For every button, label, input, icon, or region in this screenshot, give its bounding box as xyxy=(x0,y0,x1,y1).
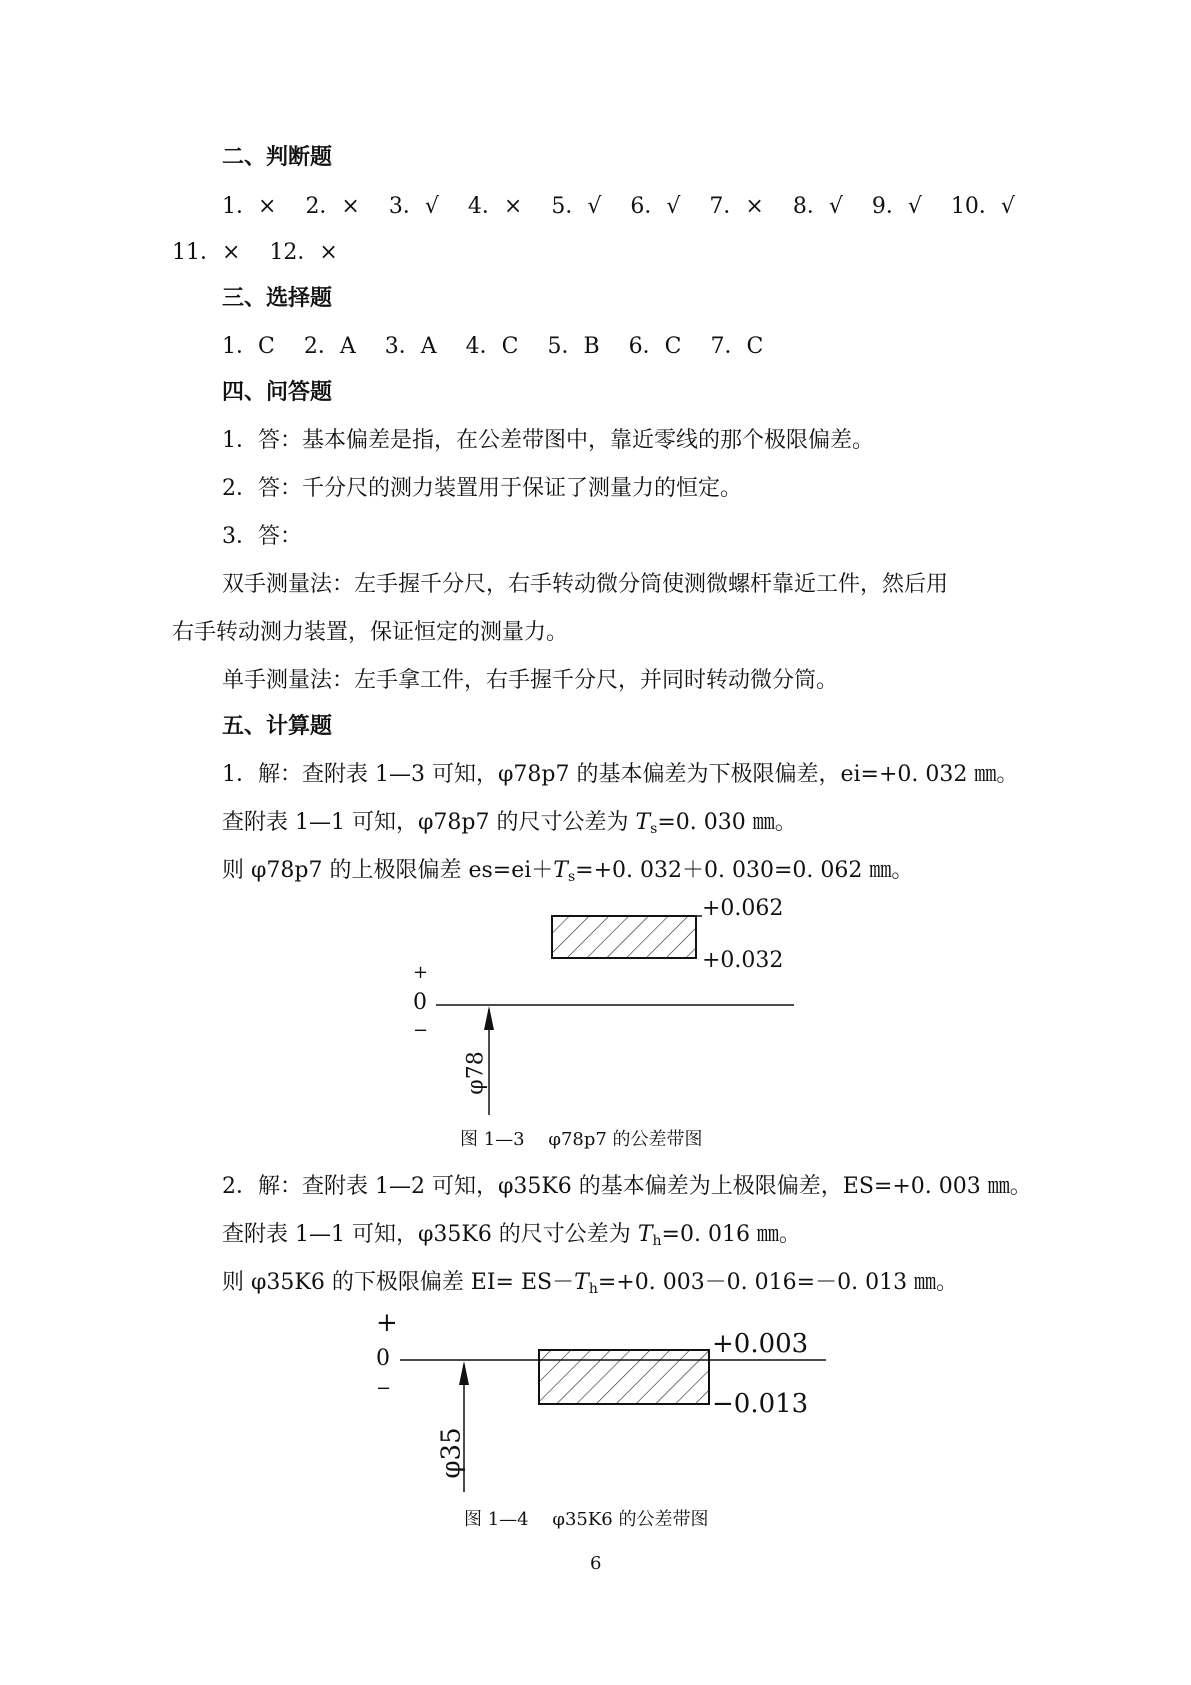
plus-sign: + xyxy=(376,1308,398,1338)
lower-deviation-label: +0.032 xyxy=(702,948,784,973)
figure-1-3-caption: 图 1—3 φ78p7 的公差带图 xyxy=(460,1129,703,1150)
calc2-line-3-text: 则 φ35K6 的下极限偏差 EI= ES－ xyxy=(222,1270,575,1295)
judge-answer: 8．√ xyxy=(792,194,843,219)
calc2-line-3-value: =+0. 003－0. 016=－0. 013 ㎜。 xyxy=(597,1270,959,1295)
tolerance-symbol: T xyxy=(635,810,651,835)
tolerance-subscript: h xyxy=(588,1281,598,1297)
choice-answer: 4．C xyxy=(465,334,519,359)
zero-label: 0 xyxy=(413,990,427,1015)
judge-answer: 10．√ xyxy=(950,194,1015,219)
calc1-line-3-text: 则 φ78p7 的上极限偏差 es=ei＋ xyxy=(222,858,554,883)
lower-deviation-label: −0.013 xyxy=(712,1389,809,1419)
tolerance-subscript: s xyxy=(650,821,658,837)
page-number: 6 xyxy=(590,1553,602,1574)
minus-sign: − xyxy=(413,1020,429,1041)
calc1-line-2-text: 查附表 1—1 可知，φ78p7 的尺寸公差为 xyxy=(222,810,636,835)
judge-answer: 2．× xyxy=(305,194,360,219)
qa-one-hand-method: 单手测量法：左手拿工件，右手握千分尺，并同时转动微分筒。 xyxy=(222,668,839,693)
judge-answer: 11．× xyxy=(172,240,241,265)
judge-answer: 9．√ xyxy=(871,194,922,219)
qa-answer-1: 1．答：基本偏差是指，在公差带图中，靠近零线的那个极限偏差。 xyxy=(222,428,874,453)
calc1-line-2-value: =0. 030 ㎜。 xyxy=(657,810,797,835)
judge-answer: 7．× xyxy=(709,194,764,219)
tolerance-zone-band xyxy=(552,916,696,958)
calc1-line-3-value: =+0. 032＋0. 030=0. 062 ㎜。 xyxy=(575,858,914,883)
choice-answer: 7．C xyxy=(710,334,764,359)
basic-size-arrowhead xyxy=(459,1361,469,1385)
judge-answer: 5．√ xyxy=(551,194,602,219)
plus-sign: + xyxy=(413,962,429,983)
basic-size-label: φ35 xyxy=(436,1427,467,1479)
tolerance-symbol: T xyxy=(553,858,568,883)
calc2-line-2-value: =0. 016 ㎜。 xyxy=(661,1222,801,1247)
judge-answer: 6．√ xyxy=(630,194,681,219)
calc1-line-1: 1．解：查附表 1—3 可知，φ78p7 的基本偏差为下极限偏差，ei=+0. 032 ㎜。 xyxy=(222,762,1019,787)
zero-label: 0 xyxy=(376,1346,390,1371)
judge-answer: 1．× xyxy=(222,194,277,219)
calc2-line-3 xyxy=(222,1268,958,1304)
qa-answer-2: 2．答：千分尺的测力装置用于保证了测量力的恒定。 xyxy=(222,476,742,501)
tolerance-subscript: s xyxy=(567,869,576,885)
qa-answer-3-label: 3．答： xyxy=(222,524,302,549)
upper-deviation-label: +0.062 xyxy=(702,896,784,921)
choice-answer: 3．A xyxy=(384,334,437,359)
tolerance-subscript: h xyxy=(652,1233,662,1249)
judge-answer: 4．× xyxy=(467,194,523,219)
tolerance-zone-band xyxy=(539,1350,709,1404)
choice-section-title: 三、选择题 xyxy=(222,286,333,311)
choice-answer: 5．B xyxy=(547,334,600,359)
qa-section-title: 四、问答题 xyxy=(222,380,333,405)
choice-answer: 2．A xyxy=(303,334,356,359)
calc2-line-2-text: 查附表 1—1 可知，φ35K6 的尺寸公差为 xyxy=(222,1222,638,1247)
basic-size-label: φ78 xyxy=(463,1051,489,1095)
minus-sign: − xyxy=(376,1378,392,1399)
calc-section-title: 五、计算题 xyxy=(222,714,333,739)
calc2-line-1: 2．解：查附表 1—2 可知，φ35K6 的基本偏差为上极限偏差，ES=+0. 003 ㎜。 xyxy=(222,1174,1032,1199)
qa-two-hand-method-line-1: 双手测量法：左手握千分尺，右手转动微分筒使测微螺杆靠近工件，然后用 xyxy=(222,572,949,597)
choice-answer: 6．C xyxy=(628,334,682,359)
basic-size-arrowhead xyxy=(484,1006,494,1030)
judge-answer: 12．× xyxy=(269,240,338,265)
judge-answer: 3．√ xyxy=(388,194,439,219)
figure-1-4-caption: 图 1—4 φ35K6 的公差带图 xyxy=(464,1509,709,1530)
calc2-line-2 xyxy=(222,1220,801,1256)
tolerance-symbol: T xyxy=(574,1270,589,1295)
judge-section-title: 二、判断题 xyxy=(222,145,333,170)
upper-deviation-label: +0.003 xyxy=(712,1329,809,1359)
choice-answer: 1．C xyxy=(222,334,275,359)
qa-two-hand-method-line-2: 右手转动测力装置，保证恒定的测量力。 xyxy=(172,620,569,645)
tolerance-symbol: T xyxy=(637,1222,653,1247)
